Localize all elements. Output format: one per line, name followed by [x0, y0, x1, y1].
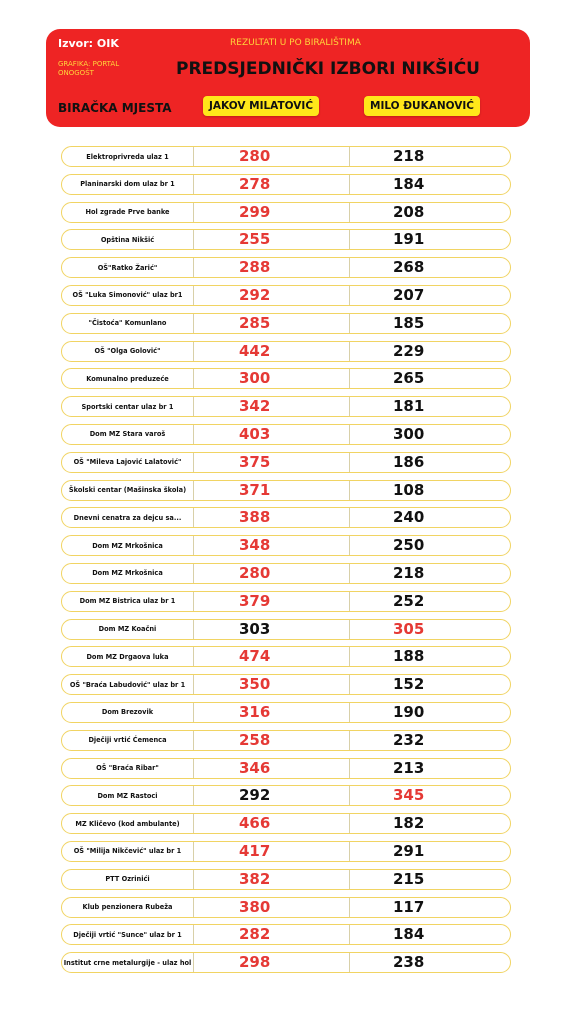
- column-divider: [349, 675, 350, 694]
- table-row: [61, 285, 511, 306]
- votes-candidate-1: 299: [239, 202, 271, 221]
- votes-candidate-2: 188: [393, 647, 425, 666]
- polling-place-name: MZ Kličevo (kod ambulante): [75, 819, 180, 828]
- column-divider: [193, 425, 194, 444]
- votes-candidate-2: 265: [393, 369, 425, 388]
- votes-candidate-2: 291: [393, 841, 425, 860]
- table-row: [61, 869, 511, 890]
- column-divider: [193, 536, 194, 555]
- votes-candidate-2: 238: [393, 953, 425, 972]
- polling-place-name: Dječiji vrtić Ćemenca: [88, 736, 167, 745]
- votes-candidate-2: 207: [393, 285, 425, 304]
- column-divider: [349, 481, 350, 500]
- table-row: [61, 674, 511, 695]
- column-divider: [193, 147, 194, 166]
- column-divider: [193, 508, 194, 527]
- column-divider: [349, 786, 350, 805]
- column-divider: [193, 564, 194, 583]
- votes-candidate-1: 292: [239, 285, 271, 304]
- column-divider: [349, 397, 350, 416]
- votes-candidate-2: 268: [393, 258, 425, 277]
- votes-candidate-2: 152: [393, 675, 425, 694]
- polling-place-name: Dom MZ Mrkošnica: [92, 541, 163, 550]
- votes-candidate-1: 280: [239, 147, 271, 165]
- votes-candidate-1: 342: [239, 397, 271, 416]
- votes-candidate-1: 371: [239, 480, 271, 499]
- polling-place-name: Institut crne metalurgije - ulaz hol: [63, 958, 192, 967]
- table-row: [61, 591, 511, 612]
- polling-place-name: Dom MZ Stara varoš: [89, 430, 166, 439]
- votes-candidate-1: 285: [239, 313, 271, 332]
- votes-candidate-1: 403: [239, 424, 271, 443]
- column-divider: [349, 314, 350, 333]
- votes-candidate-1: 280: [239, 563, 271, 582]
- table-row: [61, 229, 511, 250]
- column-divider: [193, 592, 194, 611]
- table-row: [61, 480, 511, 501]
- votes-candidate-2: 185: [393, 313, 425, 332]
- column-divider: [193, 870, 194, 889]
- polling-place-name: Dnevni cenatra za dejcu sa...: [73, 513, 182, 522]
- subtitle: REZULTATI U PO BIRALIŠTIMA: [230, 38, 361, 48]
- votes-candidate-1: 346: [239, 758, 271, 777]
- votes-candidate-2: 250: [393, 536, 425, 555]
- polling-place-name: OŠ "Braća Ribar": [96, 764, 159, 773]
- table-row: [61, 924, 511, 945]
- votes-candidate-1: 350: [239, 675, 271, 694]
- source-label: Izvor: OIK: [58, 37, 119, 50]
- column-divider: [193, 898, 194, 917]
- table-row: [61, 368, 511, 389]
- column-divider: [193, 675, 194, 694]
- votes-candidate-2: 305: [393, 619, 425, 638]
- table-row: [61, 785, 511, 806]
- column-header-places: BIRAČKA MJESTA: [58, 101, 172, 115]
- column-divider: [349, 286, 350, 305]
- table-row: [61, 730, 511, 751]
- table-row: [61, 424, 511, 445]
- votes-candidate-2: 252: [393, 591, 425, 610]
- polling-place-name: "Čistoća" Komunlano: [88, 319, 167, 328]
- votes-candidate-1: 442: [239, 341, 271, 360]
- polling-place-name: Elektroprivreda ulaz 1: [86, 152, 169, 161]
- votes-candidate-1: 348: [239, 536, 271, 555]
- votes-candidate-1: 466: [239, 814, 271, 833]
- polling-place-name: Dom Brezovik: [101, 708, 154, 717]
- column-divider: [349, 759, 350, 778]
- column-header-candidate-2: MILO ĐUKANOVIĆ: [364, 96, 480, 116]
- polling-place-name: PTT Ozrinići: [105, 875, 150, 884]
- column-divider: [193, 453, 194, 472]
- votes-candidate-2: 184: [393, 925, 425, 944]
- votes-candidate-2: 208: [393, 202, 425, 221]
- votes-candidate-1: 303: [239, 619, 271, 638]
- column-divider: [349, 647, 350, 666]
- votes-candidate-2: 184: [393, 174, 425, 193]
- table-row: [61, 174, 511, 195]
- column-divider: [193, 925, 194, 944]
- votes-candidate-2: 345: [393, 786, 425, 805]
- table-row: [61, 396, 511, 417]
- votes-candidate-1: 379: [239, 591, 271, 610]
- column-divider: [193, 842, 194, 861]
- votes-candidate-2: 300: [393, 424, 425, 443]
- column-divider: [349, 342, 350, 361]
- votes-candidate-2: 182: [393, 814, 425, 833]
- column-divider: [349, 814, 350, 833]
- votes-candidate-2: 229: [393, 341, 425, 360]
- votes-candidate-1: 388: [239, 508, 271, 527]
- table-row: [61, 146, 511, 167]
- table-row: [61, 202, 511, 223]
- votes-candidate-1: 278: [239, 174, 271, 193]
- votes-candidate-1: 255: [239, 230, 271, 249]
- column-divider: [193, 953, 194, 972]
- table-row: [61, 257, 511, 278]
- polling-place-name: Hol zgrade Prve banke: [85, 208, 170, 217]
- column-divider: [349, 953, 350, 972]
- votes-candidate-1: 474: [239, 647, 271, 666]
- votes-candidate-2: 215: [393, 869, 425, 888]
- polling-place-name: Školski centar (Mašinska škola): [68, 486, 187, 495]
- votes-candidate-2: 232: [393, 730, 425, 749]
- column-divider: [349, 842, 350, 861]
- votes-candidate-2: 191: [393, 230, 425, 249]
- votes-candidate-1: 316: [239, 702, 271, 721]
- column-divider: [193, 481, 194, 500]
- column-divider: [193, 286, 194, 305]
- column-divider: [193, 230, 194, 249]
- votes-candidate-2: 181: [393, 397, 425, 416]
- column-divider: [193, 647, 194, 666]
- polling-place-name: OŠ "Olga Golović": [94, 347, 161, 356]
- votes-candidate-1: 292: [239, 786, 271, 805]
- column-divider: [349, 870, 350, 889]
- column-divider: [349, 453, 350, 472]
- votes-candidate-1: 298: [239, 953, 271, 972]
- column-divider: [349, 620, 350, 639]
- polling-place-name: Planinarski dom ulaz br 1: [80, 180, 175, 189]
- polling-place-name: Dom MZ Bistrica ulaz br 1: [79, 597, 176, 606]
- column-divider: [349, 425, 350, 444]
- column-divider: [193, 786, 194, 805]
- column-divider: [349, 203, 350, 222]
- polling-place-name: OŠ "Luka Simonović" ulaz br1: [72, 291, 183, 300]
- table-row: [61, 702, 511, 723]
- column-divider: [193, 314, 194, 333]
- table-row: [61, 535, 511, 556]
- column-header-candidate-1: JAKOV MILATOVIĆ: [203, 96, 319, 116]
- table-row: [61, 813, 511, 834]
- column-divider: [193, 703, 194, 722]
- column-divider: [193, 620, 194, 639]
- polling-place-name: Dom MZ Koačni: [98, 625, 157, 634]
- votes-candidate-2: 190: [393, 702, 425, 721]
- column-divider: [349, 147, 350, 166]
- table-row: [61, 841, 511, 862]
- column-divider: [349, 564, 350, 583]
- column-divider: [349, 731, 350, 750]
- column-divider: [349, 258, 350, 277]
- column-divider: [193, 342, 194, 361]
- polling-place-name: Dom MZ Mrkošnica: [92, 569, 163, 578]
- column-divider: [349, 898, 350, 917]
- column-divider: [349, 925, 350, 944]
- table-row: [61, 646, 511, 667]
- header-banner: [46, 29, 530, 127]
- polling-place-name: Sportski centar ulaz br 1: [81, 402, 174, 411]
- column-divider: [349, 508, 350, 527]
- table-row: [61, 313, 511, 334]
- column-divider: [349, 536, 350, 555]
- column-divider: [193, 175, 194, 194]
- polling-place-name: Dom MZ Drgaova luka: [86, 652, 169, 661]
- table-row: [61, 341, 511, 362]
- polling-place-name: OŠ"Ratko Žarić": [97, 263, 158, 272]
- votes-candidate-1: 417: [239, 841, 271, 860]
- votes-candidate-1: 288: [239, 258, 271, 277]
- votes-candidate-2: 186: [393, 452, 425, 471]
- polling-place-name: OŠ "Milija Nikčević" ulaz br 1: [73, 847, 182, 856]
- polling-place-name: Klub penzionera Rubeža: [82, 903, 173, 912]
- column-divider: [349, 230, 350, 249]
- column-divider: [193, 203, 194, 222]
- polling-place-name: Opština Nikšić: [100, 235, 155, 244]
- column-divider: [349, 175, 350, 194]
- column-divider: [193, 397, 194, 416]
- column-divider: [349, 703, 350, 722]
- votes-candidate-1: 282: [239, 925, 271, 944]
- polling-place-name: OŠ "Braća Labudović" ulaz br 1: [69, 680, 186, 689]
- column-divider: [349, 592, 350, 611]
- votes-candidate-1: 300: [239, 369, 271, 388]
- votes-candidate-2: 218: [393, 147, 425, 165]
- votes-candidate-2: 218: [393, 563, 425, 582]
- column-divider: [349, 369, 350, 388]
- votes-candidate-1: 382: [239, 869, 271, 888]
- polling-place-name: Dječiji vrtić "Sunce" ulaz br 1: [73, 930, 182, 939]
- column-divider: [193, 258, 194, 277]
- votes-candidate-1: 375: [239, 452, 271, 471]
- votes-candidate-1: 258: [239, 730, 271, 749]
- votes-candidate-2: 108: [393, 480, 425, 499]
- table-row: [61, 563, 511, 584]
- votes-candidate-2: 213: [393, 758, 425, 777]
- table-row: [61, 507, 511, 528]
- column-divider: [193, 731, 194, 750]
- results-table: [61, 146, 511, 980]
- table-row: [61, 619, 511, 640]
- page-title: PREDSJEDNIČKI IZBORI NIKŠIĆU: [176, 59, 480, 79]
- votes-candidate-2: 117: [393, 897, 425, 916]
- polling-place-name: Komunalno preduzeće: [86, 374, 169, 383]
- polling-place-name: Dom MZ Rastoci: [97, 791, 158, 800]
- polling-place-name: OŠ "Mileva Lajović Lalatović": [73, 458, 182, 467]
- table-row: [61, 897, 511, 918]
- votes-candidate-1: 380: [239, 897, 271, 916]
- table-row: [61, 758, 511, 779]
- column-divider: [193, 814, 194, 833]
- table-row: [61, 952, 511, 973]
- credit-label: GRAFIKA: PORTAL ONOGOŠT: [58, 60, 120, 77]
- column-divider: [193, 369, 194, 388]
- table-row: [61, 452, 511, 473]
- votes-candidate-2: 240: [393, 508, 425, 527]
- column-divider: [193, 759, 194, 778]
